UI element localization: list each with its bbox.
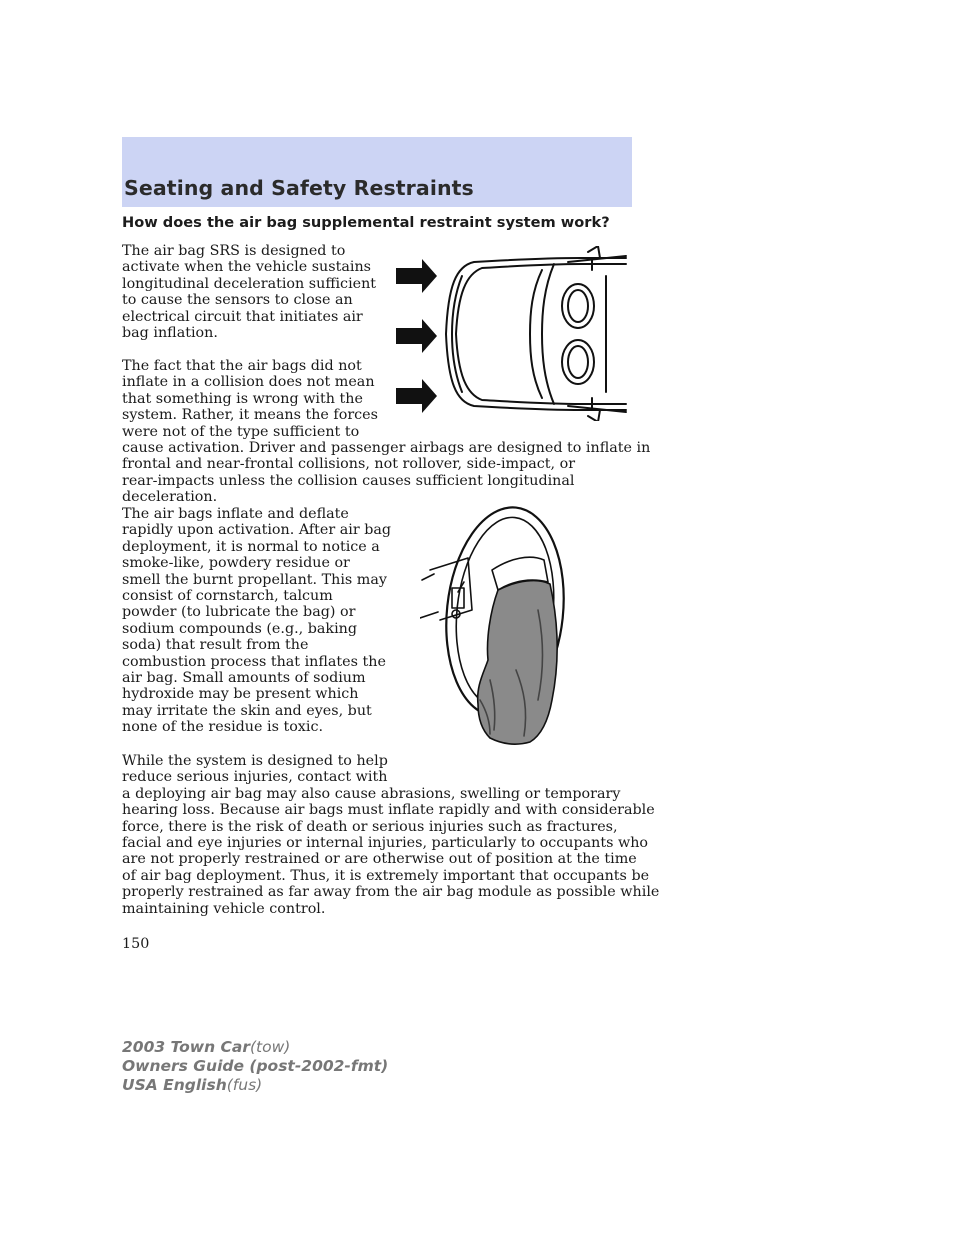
paragraph-3: The air bags inflate and deflate rapidly upon activation. After air bag deployment, it is normal to notice a smoke-like, powdery residue or smell the burnt propellant. This may consist of cornstarch, talcum powder (to lubricate the bag) or sodium compounds (e.g., baking soda) that result from the combustion process that inflates the air bag. Small amounts of sodium hydroxide may be present which may irritate the skin and eyes, but none of the residue is toxic.	[122, 506, 392, 736]
impact-arrow-icon	[396, 379, 437, 413]
impact-arrow-icon	[396, 319, 437, 353]
car-frontal-impact-illustration	[392, 246, 632, 421]
footer-model-code: (tow)	[250, 1038, 291, 1056]
paragraph-2: The fact that the air bags did not inflate in a collision does not mean that something is wrong with the system. Rather, it means the forces were not of the type sufficient to cause activation. Driver and passenger airbags are designed to inflate in frontal and near-frontal collisions, not rollover, side-impact, or rear-impacts unless the collision causes sufficient longitudinal deceleration.	[122, 358, 651, 506]
footer-model: 2003 Town Car	[122, 1038, 250, 1056]
footer-line-3	[122, 1076, 388, 1095]
footer-language: USA English	[122, 1076, 227, 1094]
page-number: 150	[122, 936, 150, 952]
footer-language-code: (fus)	[226, 1076, 263, 1094]
footer-line-2: Owners Guide (post-2002-fmt)	[122, 1057, 389, 1075]
paragraph-1: The air bag SRS is designed to activate when the vehicle sustains longitudinal deceleration sufficient to cause the sensors to close an electrical circuit that initiates air bag inflation.	[122, 243, 377, 342]
paragraph-4: While the system is designed to help reduce serious injuries, contact with a deploying air bag may also cause abrasions, swelling or temporary hearing loss. Because air bags must inflate rapidly and with considerable force, there is the risk of death or serious injuries such as fractures, facial and eye injuries or internal injuries, particularly to occupants who are not properly restrained or are otherwise out of position at the time of air bag deployment. Thus, it is extremely important that occupants be properly restrained as far away from the air bag module as possible while maintaining vehicle control.	[122, 753, 660, 917]
page-title: Seating and Safety Restraints	[124, 176, 474, 200]
footer	[122, 1038, 388, 1095]
section-heading: How does the air bag supplemental restraint system work?	[122, 214, 610, 231]
impact-arrow-icon	[396, 259, 437, 293]
deployed-airbag-illustration	[420, 500, 595, 750]
footer-line-1	[122, 1038, 388, 1057]
